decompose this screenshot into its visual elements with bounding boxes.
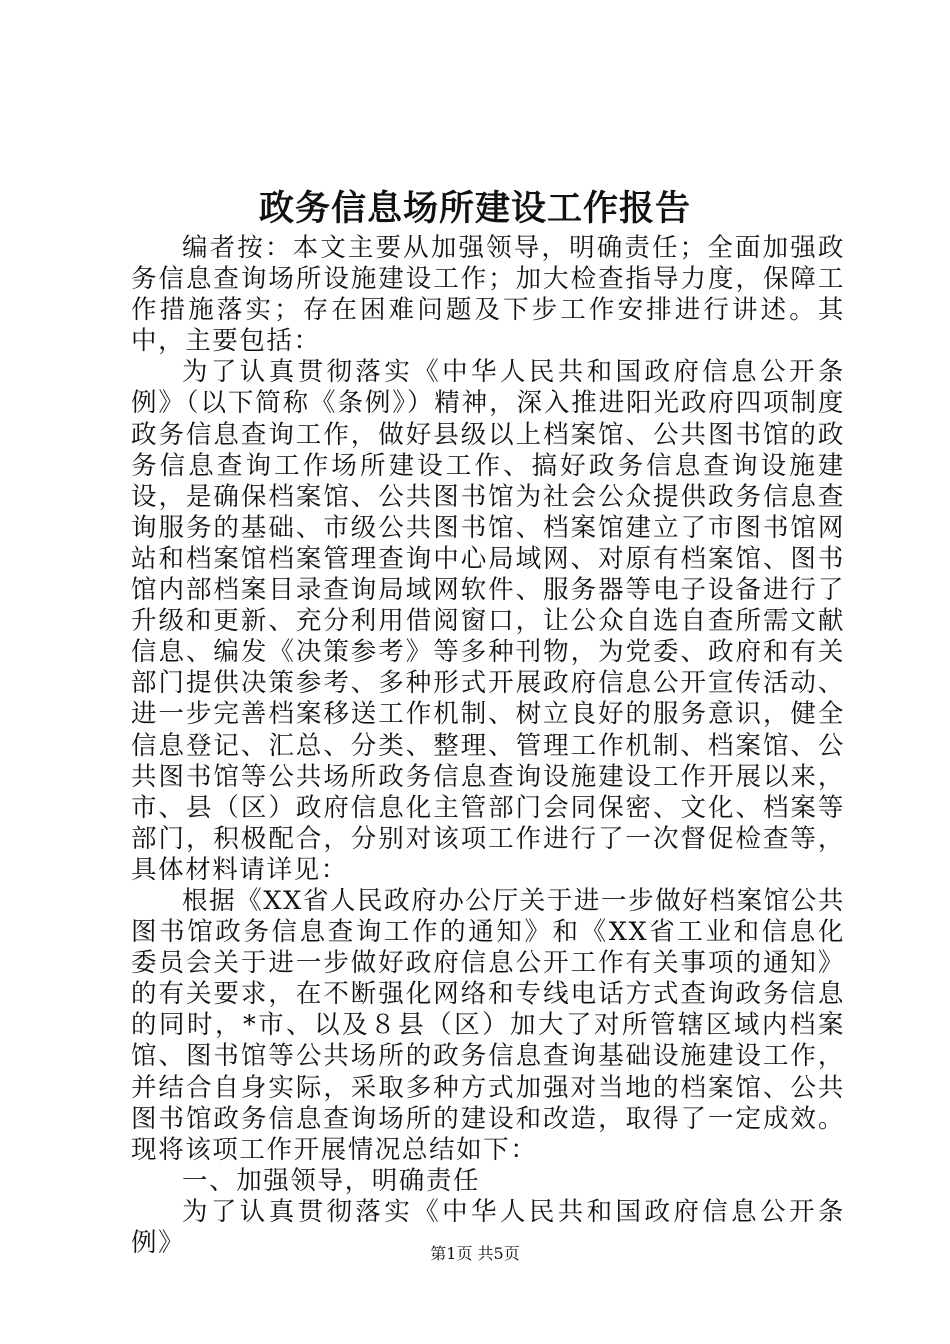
editor-note-paragraph: 编者按：本文主要从加强领导，明确责任；全面加强政务信息查询场所设施建设工作；加大检查指导力度，保障工作措施落实；存在困难问题及下步工作安排进行讲述。其中，主要包括： <box>131 233 845 357</box>
page-footer: 第1页 共5页 <box>430 1244 520 1263</box>
body-paragraph: 为了认真贯彻落实《中华人民共和国政府信息公开条例》（以下简称《条例》）精神，深入推进阳光政府四项制度政务信息查询工作，做好县级以上档案馆、公共图书馆的政务信息查询工作场所建设工作、搞好政务信息查询设施建设，是确保档案馆、公共图书馆为社会公众提供政务信息查询服务的基础、市级公共图书馆、档案馆建立了市图书馆网站和档案馆档案管理查询中心局域网、对原有档案馆、图书馆内部档案目录查询局域网软件、服务器等电子设备进行了升级和更新、充分利用借阅窗口，让公众自选自查所需文献信息、编发《决策参考》等多种刊物，为党委、政府和有关部门提供决策参考、多种形式开展政府信息公开宣传活动、进一步完善档案移送工作机制、树立良好的服务意识，健全信息登记、汇总、分类、整理、管理工作机制、档案馆、公共图书馆等公共场所政务信息查询设施建设工作开展以来，市、县（区）政府信息化主管部门会同保密、文化、档案等部门，积极配合，分别对该项工作进行了一次督促检查等，具体材料请详见： <box>131 357 845 885</box>
document-title: 政务信息场所建设工作报告 <box>258 188 691 229</box>
document-body <box>131 233 845 1259</box>
section-heading: 一、加强领导，明确责任 <box>182 1165 481 1196</box>
body-paragraph: 根据《XX省人民政府办公厅关于进一步做好档案馆公共图书馆政务信息查询工作的通知》和《XX省工业和信息化委员会关于进一步做好政府信息公开工作有关事项的通知》的有关要求，在不断强化网络和专线电话方式查询政务信息的同时，*市、以及８县（区）加大了对所管辖区域内档案馆、图书馆等公共场所的政务信息查询基础设施建设工作，并结合自身实际，采取多种方式加强对当地的档案馆、公共图书馆政务信息查询场所的建设和改造，取得了一定成效。现将该项工作开展情况总结如下： <box>131 885 845 1165</box>
body-paragraph: 为了认真贯彻落实《中华人民共和国政府信息公开条例》 <box>131 1196 845 1258</box>
